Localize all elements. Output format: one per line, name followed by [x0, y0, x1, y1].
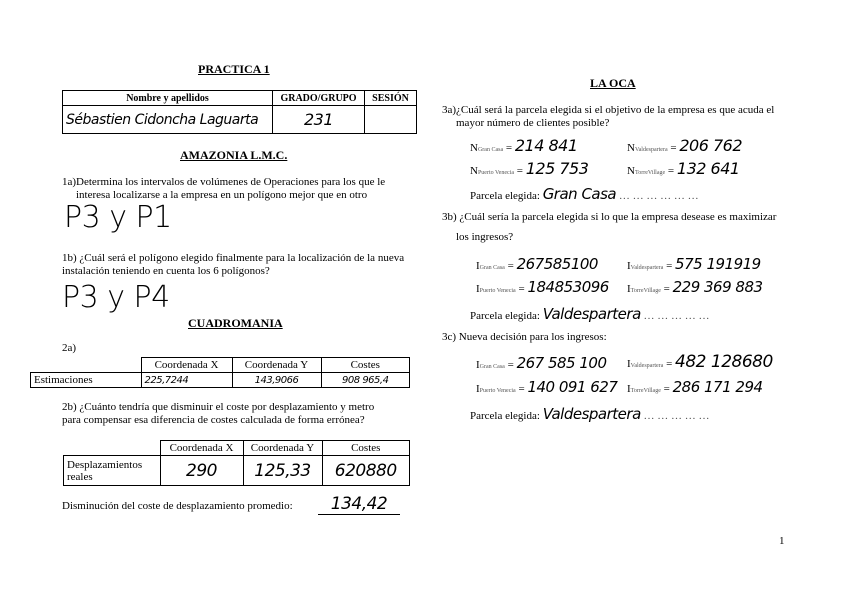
- col-costs: Costes: [321, 358, 410, 373]
- i-valdespartera-b: IValdespartera = 575 191919: [627, 255, 761, 273]
- header-name: Nombre y apellidos: [63, 91, 273, 106]
- parcela-3c: Parcela elegida: Valdespartera … … … … …: [470, 405, 710, 423]
- answer-1a: P3 y P1: [64, 200, 172, 235]
- decrease-value: 134,42: [318, 494, 400, 515]
- q2b-text: 2b) ¿Cuánto tendría que disminuir el coste por desplazamiento y metro: [62, 401, 375, 413]
- q3b-text: 3b) ¿Cuál sería la parcela elegida si lo que la empresa desease es maximizar: [442, 211, 777, 223]
- q3c-text: 3c) Nueva decisión para los ingresos:: [442, 331, 607, 343]
- n-gran-casa: NGran Casa = 214 841: [470, 136, 578, 155]
- i-torrevillage-b: ITorreVillage = 229 369 883: [627, 278, 763, 296]
- q1a-text: 1a)Determina los intervalos de volúmenes de Operaciones para los que le: [62, 176, 386, 188]
- n-valdespartera: NValdespartera = 206 762: [627, 136, 742, 155]
- i-gran-casa-c: IGran Casa = 267 585 100: [476, 354, 607, 372]
- n-puerto-venecia: NPuerto Venecia = 125 753: [470, 159, 589, 178]
- real-costs: 620880: [322, 456, 410, 486]
- student-name: Sébastien Cidoncha Laguarta: [63, 106, 273, 134]
- real-x: 290: [160, 456, 243, 486]
- answer-1b: P3 y P4: [62, 280, 170, 315]
- q3a-text-2: mayor número de clientes posible?: [456, 117, 610, 129]
- estimate-x: 225,7244: [141, 373, 232, 388]
- i-valdespartera-c: IValdespartera = 482 128680: [627, 352, 773, 372]
- header-group: GRADO/GRUPO: [273, 91, 365, 106]
- page-number: 1: [779, 535, 785, 547]
- page-title: PRACTICA 1: [198, 62, 270, 76]
- header-session: SESIÓN: [365, 91, 417, 106]
- real-displacements-table: [63, 440, 410, 486]
- q2a-label: 2a): [62, 342, 77, 354]
- col-x: Coordenada X: [160, 441, 243, 456]
- section-title-amazonia: AMAZONIA L.M.C.: [180, 148, 288, 162]
- q3a-text: 3a)¿Cuál será la parcela elegida si el objetivo de la empresa es que acuda el: [442, 104, 775, 116]
- estimate-y: 143,9066: [232, 373, 321, 388]
- section-title-cuadromania: CUADROMANIA: [188, 316, 283, 330]
- i-torrevillage-c: ITorreVillage = 286 171 294: [627, 378, 763, 396]
- decrease-label: Disminución del coste de desplazamiento promedio:: [62, 500, 293, 512]
- row-label-real: Desplazamientos reales: [64, 456, 161, 486]
- col-y: Coordenada Y: [243, 441, 322, 456]
- n-torrevillage: NTorreVillage = 132 641: [627, 159, 740, 178]
- col-x: Coordenada X: [141, 358, 232, 373]
- section-title-la-oca: LA OCA: [590, 76, 636, 90]
- parcela-3a: Parcela elegida: Gran Casa … … … … … …: [470, 185, 699, 203]
- row-label-estimates: Estimaciones: [31, 373, 142, 388]
- student-info-table: [62, 90, 417, 134]
- i-puerto-venecia-c: IPuerto Venecia = 140 091 627: [476, 378, 618, 396]
- student-session: [365, 106, 417, 134]
- real-y: 125,33: [243, 456, 322, 486]
- i-puerto-venecia-b: IPuerto Venecia = 184853096: [476, 278, 609, 296]
- q1a-text-2: interesa localizarse a la empresa en un polígono mejor que en otro: [76, 189, 368, 201]
- q1b-text-2: instalación teniendo en cuenta los 6 polígonos?: [62, 265, 270, 277]
- q3b-text-2: los ingresos?: [456, 231, 514, 243]
- q1b-text: 1b) ¿Cuál será el polígono elegido finalmente para la localización de la nueva: [62, 252, 405, 264]
- q2b-text-2: para compensar esa diferencia de costes calculada de forma errónea?: [62, 414, 365, 426]
- parcela-3b: Parcela elegida: Valdespartera … … … … …: [470, 305, 710, 323]
- student-group: 231: [273, 106, 365, 134]
- i-gran-casa-b: IGran Casa = 267585100: [476, 255, 598, 273]
- col-costs: Costes: [322, 441, 410, 456]
- estimate-costs: 908 965,4: [321, 373, 410, 388]
- col-y: Coordenada Y: [232, 358, 321, 373]
- estimates-table: [30, 357, 410, 388]
